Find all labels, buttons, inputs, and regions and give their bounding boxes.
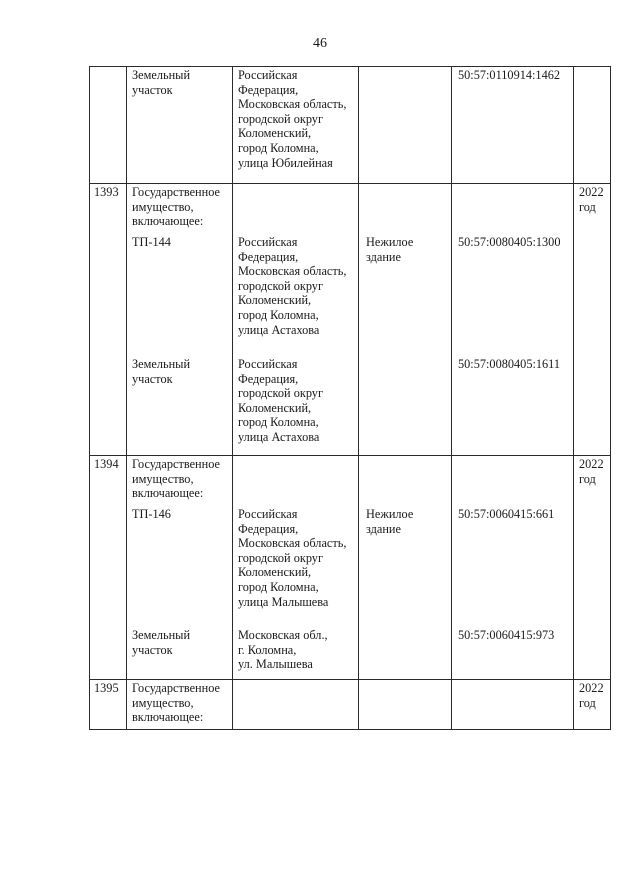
address-cell bbox=[233, 456, 359, 680]
object-name: ТП-146 bbox=[132, 507, 171, 521]
table-row bbox=[90, 67, 611, 184]
cadastral-cell bbox=[452, 67, 574, 184]
object-address: Российская Федерация, Московская область, городской округ Коломенский, город Коломна, улица Малышева bbox=[238, 507, 347, 609]
cadastral-number: 50:57:0080405:1611 bbox=[458, 357, 561, 371]
row-number: 1393 bbox=[94, 185, 119, 199]
cadastral-number: 50:57:0080405:1300 bbox=[458, 235, 561, 249]
object-name-cell bbox=[127, 184, 233, 456]
year: 2022 год bbox=[579, 185, 604, 214]
row-number: 1395 bbox=[94, 681, 119, 695]
year-cell bbox=[574, 184, 611, 456]
cadastral-cell bbox=[452, 456, 574, 680]
property-registry-table bbox=[89, 66, 611, 730]
object-type: Нежилое здание bbox=[366, 235, 414, 264]
year-cell bbox=[574, 456, 611, 680]
table-row bbox=[90, 456, 611, 680]
year-cell bbox=[574, 680, 611, 730]
cadastral-number: 50:57:0060415:973 bbox=[458, 628, 555, 642]
group-title: Государственное имущество, включающее: bbox=[132, 185, 220, 229]
group-title: Государственное имущество, включающее: bbox=[132, 457, 220, 501]
table-row bbox=[90, 680, 611, 730]
object-type-cell bbox=[359, 680, 452, 730]
year: 2022 год bbox=[579, 457, 604, 486]
object-name-cell bbox=[127, 67, 233, 184]
object-type-cell bbox=[359, 67, 452, 184]
page-number: 46 bbox=[313, 36, 327, 51]
object-type-cell bbox=[359, 456, 452, 680]
cadastral-cell bbox=[452, 184, 574, 456]
row-number-cell bbox=[90, 456, 127, 680]
row-number: 1394 bbox=[94, 457, 119, 471]
cadastral-number: 50:57:0110914:1462 bbox=[458, 68, 561, 82]
group-title: Государственное имущество, включающее: bbox=[132, 681, 220, 725]
address-cell bbox=[233, 67, 359, 184]
object-address: Российская Федерация, городской округ Коломенский, город Коломна, улица Астахова bbox=[238, 357, 323, 444]
object-name: Земельный участок bbox=[132, 68, 191, 97]
object-address: Московская обл., г. Коломна, ул. Малышева bbox=[238, 628, 328, 672]
object-type-cell bbox=[359, 184, 452, 456]
object-name-cell bbox=[127, 680, 233, 730]
row-number-cell bbox=[90, 184, 127, 456]
object-name: Земельный участок bbox=[132, 357, 191, 386]
object-address: Российская Федерация, Московская область, городской округ Коломенский, город Коломна, улица Астахова bbox=[238, 235, 347, 337]
cadastral-number: 50:57:0060415:661 bbox=[458, 507, 555, 521]
object-name: ТП-144 bbox=[132, 235, 171, 249]
cadastral-cell bbox=[452, 680, 574, 730]
row-number-cell bbox=[90, 680, 127, 730]
year: 2022 год bbox=[579, 681, 604, 710]
object-type: Нежилое здание bbox=[366, 507, 414, 536]
object-name: Земельный участок bbox=[132, 628, 191, 657]
table-row bbox=[90, 184, 611, 456]
address-cell bbox=[233, 184, 359, 456]
row-number-cell bbox=[90, 67, 127, 184]
object-name-cell bbox=[127, 456, 233, 680]
address-cell bbox=[233, 680, 359, 730]
object-address: Российская Федерация, Московская область, городской округ Коломенский, город Коломна, улица Юбилейная bbox=[238, 68, 347, 170]
year-cell bbox=[574, 67, 611, 184]
